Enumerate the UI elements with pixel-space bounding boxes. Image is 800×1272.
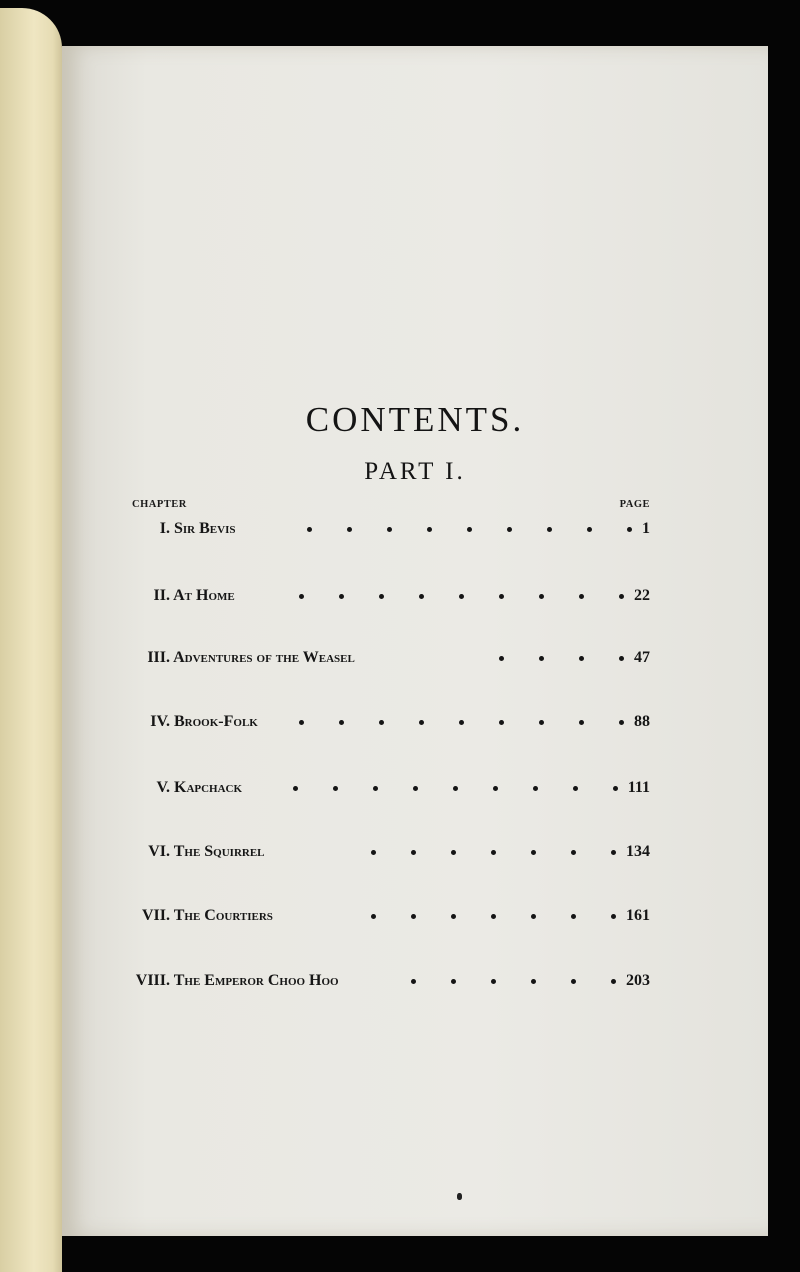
- toc-chapter-number: VI.: [148, 843, 170, 860]
- toc-entry-page: 22: [634, 587, 650, 604]
- leader-dot: [379, 720, 384, 725]
- toc-chapter-number: VIII.: [135, 972, 170, 989]
- toc-entry-label: [157, 775, 243, 801]
- leader-dot: [611, 979, 616, 984]
- leader-dot: [299, 720, 304, 725]
- leader-dot: [413, 786, 418, 791]
- toc-entry: [62, 903, 649, 929]
- toc-entry-label: [136, 968, 339, 994]
- leader-dot: [611, 914, 616, 919]
- toc-entry: [62, 968, 649, 994]
- leader-dot: [547, 527, 552, 532]
- leader-dot: [427, 527, 432, 532]
- toc-chapter-title: The Courtiers: [170, 907, 273, 924]
- toc-chapter-title: Brook-Folk: [170, 713, 258, 730]
- facing-page-edge: [0, 8, 62, 1272]
- leader-dot: [493, 786, 498, 791]
- leader-dot: [451, 850, 456, 855]
- leader-dot: [611, 850, 616, 855]
- leader-dot: [451, 914, 456, 919]
- leader-dot: [307, 527, 312, 532]
- leader-dot: [531, 914, 536, 919]
- toc-entry-label: [154, 583, 235, 609]
- leader-dot: [613, 786, 618, 791]
- toc-entry-page: 161: [626, 907, 650, 924]
- toc-entry: [62, 516, 649, 542]
- leader-dot: [491, 914, 496, 919]
- toc-chapter-title: Adventures of the Weasel: [170, 649, 355, 666]
- part-heading: PART I.: [364, 458, 466, 485]
- leader-dot: [571, 914, 576, 919]
- leader-dot: [347, 527, 352, 532]
- leader-dot: [571, 979, 576, 984]
- leader-dot: [373, 786, 378, 791]
- toc-chapter-number: III.: [147, 649, 170, 666]
- leader-dot: [533, 786, 538, 791]
- toc-chapter-number: VII.: [141, 907, 170, 924]
- chapter-column-heading: CHAPTER: [132, 499, 187, 510]
- toc-entry: [62, 709, 649, 735]
- leader-dot: [371, 850, 376, 855]
- leader-dot: [587, 527, 592, 532]
- leader-dot: [573, 786, 578, 791]
- toc-entry-page: 88: [634, 713, 650, 730]
- leader-dot: [627, 527, 632, 532]
- leader-dot: [579, 656, 584, 661]
- leader-dot: [379, 594, 384, 599]
- book-page: [62, 46, 768, 1236]
- leader-dot: [459, 594, 464, 599]
- leader-dot: [411, 979, 416, 984]
- leader-dot: [499, 594, 504, 599]
- leader-dot: [619, 594, 624, 599]
- toc-entry-page: 111: [627, 779, 650, 796]
- toc-chapter-title: The Squirrel: [170, 843, 265, 860]
- leader-dot: [467, 527, 472, 532]
- leader-dot: [499, 656, 504, 661]
- leader-dot: [539, 594, 544, 599]
- leader-dot: [293, 786, 298, 791]
- toc-entry-page: 203: [626, 972, 650, 989]
- toc-chapter-number: V.: [156, 779, 170, 796]
- toc-entry: [62, 583, 649, 609]
- leader-dot: [619, 656, 624, 661]
- toc-entry-label: [150, 709, 258, 735]
- leader-dot: [459, 720, 464, 725]
- leader-dot: [411, 850, 416, 855]
- toc-entry-label: [147, 645, 355, 671]
- toc-entry: [62, 775, 649, 801]
- leader-dot: [531, 979, 536, 984]
- leader-dot: [451, 979, 456, 984]
- toc-chapter-title: Kapchack: [170, 779, 243, 796]
- toc-entry-label: [148, 839, 264, 865]
- leader-dot: [579, 720, 584, 725]
- toc-entry-label: [160, 516, 236, 542]
- toc-chapter-title: At Home: [170, 587, 235, 604]
- toc-chapter-number: II.: [153, 587, 170, 604]
- leader-dot: [531, 850, 536, 855]
- toc-entry-label: [142, 903, 273, 929]
- contents-title: CONTENTS.: [305, 400, 525, 439]
- toc-entry-page: 134: [626, 843, 650, 860]
- leader-dot: [539, 656, 544, 661]
- leader-dot: [499, 720, 504, 725]
- leader-dot: [419, 720, 424, 725]
- leader-dot: [333, 786, 338, 791]
- leader-dot: [491, 979, 496, 984]
- toc-chapter-title: The Emperor Choo Hoo: [170, 972, 339, 989]
- leader-dot: [339, 720, 344, 725]
- leader-dot: [387, 527, 392, 532]
- page-speck: [457, 1193, 462, 1200]
- leader-dot: [371, 914, 376, 919]
- leader-dot: [619, 720, 624, 725]
- leader-dot: [507, 527, 512, 532]
- toc-chapter-number: I.: [159, 520, 170, 537]
- leader-dot: [539, 720, 544, 725]
- toc-chapter-title: Sir Bevis: [170, 520, 236, 537]
- leader-dot: [453, 786, 458, 791]
- toc-chapter-number: IV.: [150, 713, 170, 730]
- leader-dot: [411, 914, 416, 919]
- leader-dot: [491, 850, 496, 855]
- leader-dot: [339, 594, 344, 599]
- toc-entry: [62, 645, 649, 671]
- leader-dot: [299, 594, 304, 599]
- page-column-heading: PAGE: [619, 499, 650, 510]
- toc-entry: [62, 839, 649, 865]
- leader-dot: [419, 594, 424, 599]
- toc-entry-page: 47: [634, 649, 650, 666]
- leader-dot: [571, 850, 576, 855]
- leader-dot: [579, 594, 584, 599]
- toc-entry-page: 1: [642, 520, 650, 537]
